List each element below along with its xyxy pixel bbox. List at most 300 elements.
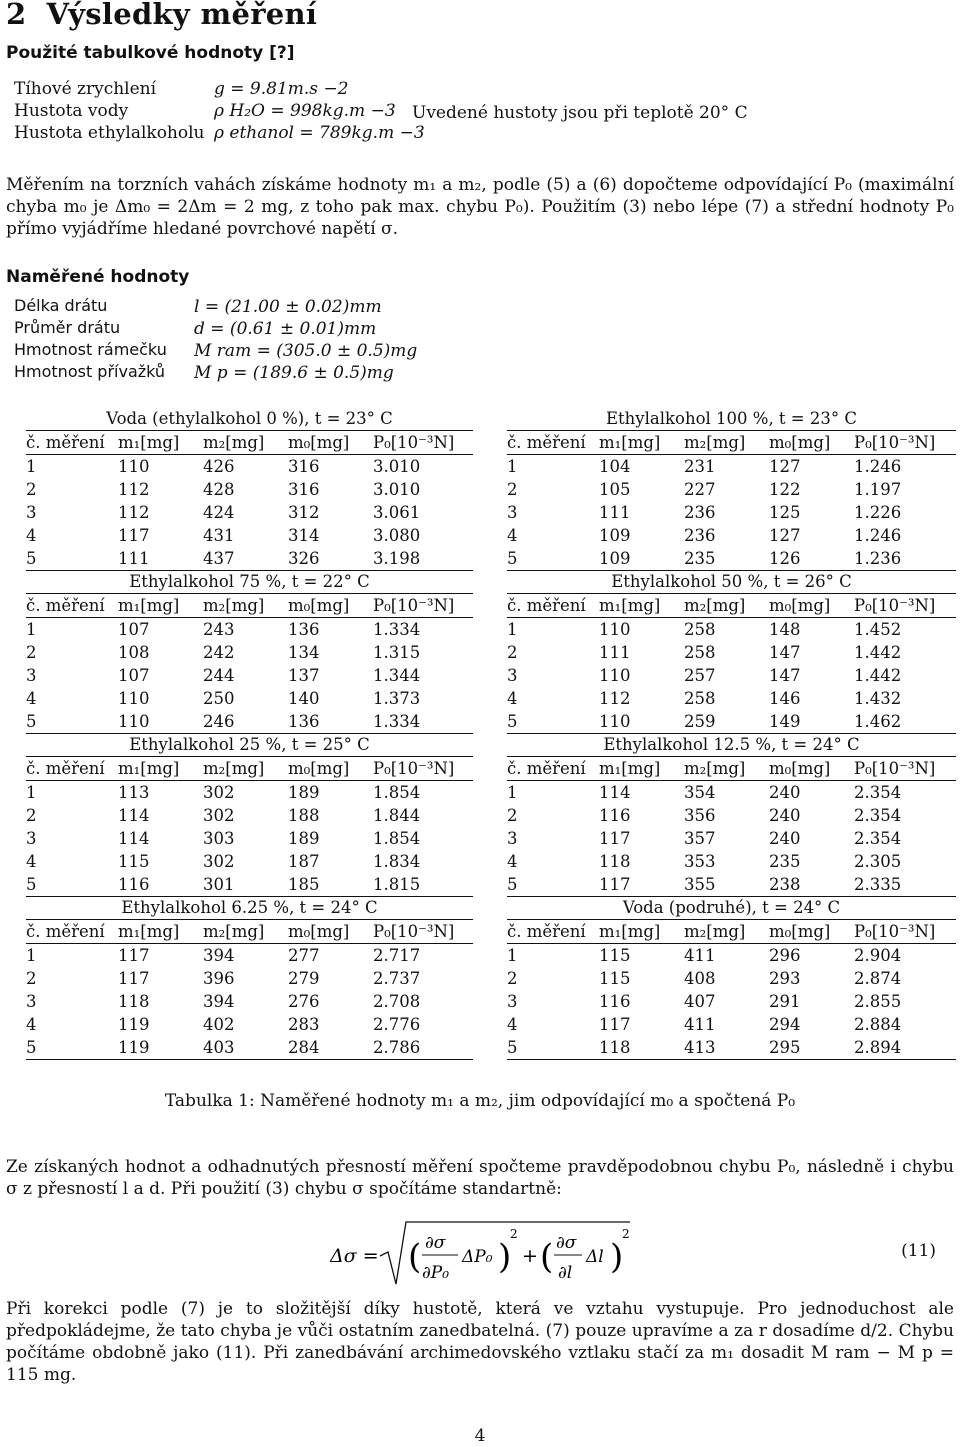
table-cell: 1.246 xyxy=(854,525,902,545)
measurement-table-block xyxy=(507,571,956,734)
column-header: m₂[mg] xyxy=(203,757,288,781)
table-cell: 115 xyxy=(599,968,631,988)
table-cell: 147 xyxy=(769,665,801,685)
table-cell: 279 xyxy=(288,968,320,988)
table-cell: 301 xyxy=(203,873,288,897)
table-cell: 1.452 xyxy=(854,619,902,639)
measured-row xyxy=(14,318,417,340)
table-cell: 394 xyxy=(203,991,235,1011)
table-cell: 126 xyxy=(769,547,854,571)
table-cell: 312 xyxy=(288,502,320,522)
column-header: P₀[10⁻³N] xyxy=(854,757,956,781)
constant-value: g = 9.81m.s −2 xyxy=(214,79,349,99)
table-cell: 1.432 xyxy=(854,688,902,708)
table-cell: 2 xyxy=(507,805,518,825)
column-header: m₂[mg] xyxy=(203,431,288,455)
table-cell: 2 xyxy=(26,968,37,988)
measurement-table xyxy=(26,430,473,571)
constant-row xyxy=(14,122,425,144)
column-header: P₀[10⁻³N] xyxy=(373,431,473,455)
table-row xyxy=(507,455,956,479)
partial-sigma-2: ∂σ xyxy=(556,1233,577,1253)
table-row xyxy=(507,547,956,571)
column-header: m₀[mg] xyxy=(288,431,373,455)
column-header: m₀[mg] xyxy=(769,920,854,944)
column-header: m₁[mg] xyxy=(114,920,203,944)
column-header: m₁[mg] xyxy=(595,431,684,455)
table-cell: 105 xyxy=(599,479,631,499)
table-cell: 2.884 xyxy=(854,1014,902,1034)
exponent-2: 2 xyxy=(510,1227,518,1241)
constant-value: ρ ethanol = 789kg.m −3 xyxy=(214,123,425,144)
table-cell: 1 xyxy=(26,619,37,639)
table-header-row xyxy=(26,594,473,618)
table-cell: 353 xyxy=(684,851,716,871)
column-header: P₀[10⁻³N] xyxy=(373,757,473,781)
table-cell: 240 xyxy=(769,828,801,848)
table-cell: 116 xyxy=(599,805,631,825)
column-header: m₀[mg] xyxy=(769,594,854,618)
table-cell: 117 xyxy=(118,525,150,545)
table-cell: 117 xyxy=(118,945,150,965)
paren-close-2: ) xyxy=(610,1237,624,1277)
table-cell: 1.197 xyxy=(854,479,902,499)
table-cell: 112 xyxy=(118,479,150,499)
constant-label: Tíhové zrychlení xyxy=(14,79,157,99)
table-row xyxy=(26,990,473,1013)
measured-label: Délka drátu xyxy=(14,296,108,315)
measurement-table-block xyxy=(26,897,473,1060)
table-cell: 148 xyxy=(769,619,801,639)
table-cell: 259 xyxy=(684,710,769,734)
constants-note: Uvedené hustoty jsou při teplotě 20° C xyxy=(412,103,748,123)
table-cell: 1 xyxy=(26,782,37,802)
table-cell: 231 xyxy=(684,456,716,476)
table-cell: 108 xyxy=(118,642,150,662)
table-row xyxy=(26,618,473,642)
measurement-table xyxy=(26,593,473,734)
column-header: m₀[mg] xyxy=(769,757,854,781)
paren-open-2: ( xyxy=(540,1237,554,1277)
table-row xyxy=(507,478,956,501)
table-row xyxy=(26,664,473,687)
table-row xyxy=(507,710,956,734)
table-cell: 117 xyxy=(599,828,631,848)
table-cell: 118 xyxy=(595,1036,684,1060)
table-cell: 147 xyxy=(769,642,801,662)
column-header: P₀[10⁻³N] xyxy=(854,920,956,944)
table-cell: 3 xyxy=(507,502,518,522)
measurement-table-block xyxy=(507,408,956,571)
column-header: č. měření xyxy=(26,594,114,618)
page-number: 4 xyxy=(474,1426,486,1446)
table-cell: 109 xyxy=(595,547,684,571)
measurement-table xyxy=(26,756,473,897)
table-cell: 5 xyxy=(26,1036,114,1060)
table-block-title: Voda (podruhé), t = 24° C xyxy=(622,898,841,917)
table-cell: 127 xyxy=(769,525,801,545)
table-cell: 107 xyxy=(118,619,150,639)
table-row xyxy=(26,710,473,734)
table-row xyxy=(507,687,956,710)
measurement-table-block xyxy=(26,408,473,571)
table-cell: 296 xyxy=(769,945,801,965)
table-cell: 316 xyxy=(288,456,320,476)
measured-value: M p = (189.6 ± 0.5)mg xyxy=(194,363,394,384)
table-cell: 355 xyxy=(684,873,769,897)
table-cell: 314 xyxy=(288,525,320,545)
table-row xyxy=(507,967,956,990)
section-number: 2 xyxy=(6,0,27,31)
table-cell: 411 xyxy=(684,945,716,965)
table-cell: 119 xyxy=(114,1036,203,1060)
table-cell: 5 xyxy=(26,547,114,571)
table-row xyxy=(26,781,473,805)
section-title-text: Výsledky měření xyxy=(46,0,318,31)
table-cell: 115 xyxy=(118,851,150,871)
table-cell: 4 xyxy=(507,1014,518,1034)
table-cell: 2 xyxy=(507,968,518,988)
table-cell: 5 xyxy=(26,710,114,734)
table-cell: 326 xyxy=(288,547,373,571)
table-cell: 107 xyxy=(118,665,150,685)
table-cell: 1.334 xyxy=(373,710,473,734)
measured-value: l = (21.00 ± 0.02)mm xyxy=(194,297,382,317)
table-cell: 277 xyxy=(288,945,320,965)
table-row xyxy=(507,501,956,524)
partial-l: ∂l xyxy=(558,1263,573,1283)
table-block-title: Voda (ethylalkohol 0 %), t = 23° C xyxy=(106,409,393,428)
table-cell: 258 xyxy=(684,688,716,708)
table-cell: 2.354 xyxy=(854,828,902,848)
table-cell: 113 xyxy=(118,782,150,802)
table-cell: 188 xyxy=(288,805,320,825)
column-header: P₀[10⁻³N] xyxy=(854,594,956,618)
table-cell: 235 xyxy=(769,851,801,871)
intro-paragraph: Měřením na torzních vahách získáme hodnoty m₁ a m₂, podle (5) a (6) dopočteme odpovídající P₀ (maximální chyba m₀ je Δm₀ = 2Δm = 2 mg, z toho pak max. chybu P₀). Použitím (3) nebo lépe (7) a střední hodnoty P₀ přímo vyjádříme hledané povrchové napětí σ. xyxy=(6,175,954,239)
table-row xyxy=(26,804,473,827)
measurement-table-block xyxy=(26,734,473,897)
column-header: m₁[mg] xyxy=(595,594,684,618)
table-cell: 111 xyxy=(114,547,203,571)
table-cell: 2.737 xyxy=(373,968,421,988)
table-row xyxy=(507,1013,956,1036)
table-cell: 104 xyxy=(599,456,631,476)
plus-sign: + xyxy=(522,1245,538,1267)
table-cell: 3 xyxy=(26,991,37,1011)
table-cell: 243 xyxy=(203,619,235,639)
table-cell: 238 xyxy=(769,873,854,897)
table-row xyxy=(26,501,473,524)
table-cell: 1.373 xyxy=(373,688,421,708)
table-cell: 5 xyxy=(26,873,114,897)
measurement-table xyxy=(507,756,956,897)
table-cell: 110 xyxy=(118,688,150,708)
constant-row xyxy=(14,100,425,122)
table-cell: 110 xyxy=(114,710,203,734)
table-cell: 1 xyxy=(507,456,518,476)
table-cell: 3.010 xyxy=(373,456,421,476)
constant-row xyxy=(14,78,425,100)
table-cell: 236 xyxy=(684,502,716,522)
measured-row xyxy=(14,362,417,384)
table-cell: 294 xyxy=(769,1014,801,1034)
table-cell: 2.708 xyxy=(373,991,421,1011)
table-cell: 112 xyxy=(599,688,631,708)
table-cell: 136 xyxy=(288,710,373,734)
table-cell: 1 xyxy=(507,782,518,802)
table-cell: 3.010 xyxy=(373,479,421,499)
table-cell: 2 xyxy=(26,805,37,825)
table-header-row xyxy=(26,920,473,944)
table-cell: 356 xyxy=(684,805,716,825)
table-row xyxy=(26,455,473,479)
table-cell: 119 xyxy=(118,1014,150,1034)
table-cell: 4 xyxy=(26,525,37,545)
table-row xyxy=(507,781,956,805)
constant-label: Hustota vody xyxy=(14,101,129,122)
table-row xyxy=(26,687,473,710)
table-cell: 293 xyxy=(769,968,801,988)
table-cell: 357 xyxy=(684,828,716,848)
table-cell: 283 xyxy=(288,1014,320,1034)
table-cell: 235 xyxy=(684,547,769,571)
table-cell: 112 xyxy=(118,502,150,522)
table-cell: 302 xyxy=(203,782,235,802)
table-cell: 136 xyxy=(288,619,320,639)
delta-l: Δl xyxy=(586,1247,604,1267)
column-header: m₂[mg] xyxy=(684,920,769,944)
table-cell: 146 xyxy=(769,688,801,708)
table-caption: Tabulka 1: Naměřené hodnoty m₁ a m₂, jim odpovídající m₀ a spočtená P₀ xyxy=(164,1091,796,1111)
measured-row xyxy=(14,340,417,362)
table-block-title: Ethylalkohol 12.5 %, t = 24° C xyxy=(603,735,860,754)
measured-label: Průměr drátu xyxy=(14,318,121,338)
table-cell: 302 xyxy=(203,851,235,871)
measured-label: Hmotnost rámečku xyxy=(14,340,167,360)
table-cell: 396 xyxy=(203,968,235,988)
table-cell: 110 xyxy=(595,710,684,734)
delta-p0: ΔP₀ xyxy=(462,1247,493,1267)
column-header: m₂[mg] xyxy=(684,431,769,455)
table-cell: 2.894 xyxy=(854,1036,956,1060)
table-cell: 407 xyxy=(684,991,716,1011)
table-cell: 246 xyxy=(203,710,288,734)
table-cell: 257 xyxy=(684,665,716,685)
table-cell: 1.344 xyxy=(373,665,421,685)
column-header: m₂[mg] xyxy=(684,594,769,618)
table-cell: 303 xyxy=(203,828,235,848)
table-cell: 5 xyxy=(507,873,595,897)
table-row xyxy=(507,641,956,664)
measurement-table xyxy=(507,430,956,571)
table-cell: 2 xyxy=(26,642,37,662)
table-cell: 117 xyxy=(118,968,150,988)
constant-value: ρ H₂O = 998kg.m −3 xyxy=(214,101,396,122)
table-cell: 4 xyxy=(507,688,518,708)
exponent-2b: 2 xyxy=(622,1227,630,1241)
table-cell: 236 xyxy=(684,525,716,545)
table-cell: 111 xyxy=(599,502,631,522)
table-cell: 3 xyxy=(507,991,518,1011)
table-cell: 3 xyxy=(507,828,518,848)
table-cell: 122 xyxy=(769,479,801,499)
table-cell: 258 xyxy=(684,619,716,639)
table-cell: 3 xyxy=(26,828,37,848)
column-header: m₁[mg] xyxy=(595,757,684,781)
table-cell: 244 xyxy=(203,665,235,685)
table-cell: 5 xyxy=(507,547,595,571)
table-cell: 116 xyxy=(114,873,203,897)
table-header-row xyxy=(26,431,473,455)
error-formula xyxy=(330,1218,750,1294)
table-cell: 2.354 xyxy=(854,805,902,825)
table-cell: 242 xyxy=(203,642,235,662)
table-row xyxy=(26,641,473,664)
table-cell: 3 xyxy=(26,502,37,522)
table-row xyxy=(507,804,956,827)
table-cell: 4 xyxy=(26,1014,37,1034)
table-cell: 1.854 xyxy=(373,782,421,802)
table-row xyxy=(507,664,956,687)
table-row xyxy=(26,478,473,501)
table-cell: 185 xyxy=(288,873,373,897)
measurement-table xyxy=(507,593,956,734)
column-header: č. měření xyxy=(507,431,595,455)
table-cell: 2 xyxy=(507,479,518,499)
table-cell: 2.904 xyxy=(854,945,902,965)
table-cell: 4 xyxy=(26,851,37,871)
table-cell: 114 xyxy=(599,782,631,802)
table-row xyxy=(26,873,473,897)
table-cell: 1.834 xyxy=(373,851,421,871)
table-cell: 2 xyxy=(26,479,37,499)
table-cell: 2.717 xyxy=(373,945,421,965)
table-cell: 118 xyxy=(118,991,150,1011)
column-header: P₀[10⁻³N] xyxy=(854,431,956,455)
measured-heading: Naměřené hodnoty xyxy=(6,267,190,287)
table-cell: 413 xyxy=(684,1036,769,1060)
column-header: m₂[mg] xyxy=(684,757,769,781)
table-cell: 1 xyxy=(26,456,37,476)
table-cell: 295 xyxy=(769,1036,854,1060)
table-cell: 402 xyxy=(203,1014,235,1034)
table-row xyxy=(507,944,956,968)
table-cell: 187 xyxy=(288,851,320,871)
table-cell: 1.442 xyxy=(854,642,902,662)
column-header: č. měření xyxy=(26,757,114,781)
table-cell: 3.080 xyxy=(373,525,421,545)
table-header-row xyxy=(507,431,956,455)
column-header: P₀[10⁻³N] xyxy=(373,594,473,618)
table-cell: 408 xyxy=(684,968,716,988)
formula-lhs: Δσ = xyxy=(330,1245,379,1267)
table-cell: 2.776 xyxy=(373,1014,421,1034)
table-cell: 428 xyxy=(203,479,235,499)
table-cell: 134 xyxy=(288,642,320,662)
table-cell: 1.462 xyxy=(854,710,956,734)
left-tables-column xyxy=(26,408,473,1060)
table-row xyxy=(26,547,473,571)
table-cell: 426 xyxy=(203,456,235,476)
table-cell: 1.315 xyxy=(373,642,421,662)
table-cell: 276 xyxy=(288,991,320,1011)
table-cell: 5 xyxy=(507,710,595,734)
table-cell: 1 xyxy=(26,945,37,965)
table-cell: 240 xyxy=(769,782,801,802)
table-cell: 227 xyxy=(684,479,716,499)
column-header: m₀[mg] xyxy=(769,431,854,455)
measured-value: M ram = (305.0 ± 0.5)mg xyxy=(194,341,418,362)
paren-close: ) xyxy=(498,1237,512,1277)
table-row xyxy=(507,990,956,1013)
table-cell: 258 xyxy=(684,642,716,662)
table-cell: 3.198 xyxy=(373,547,473,571)
table-row xyxy=(507,1036,956,1060)
table-cell: 4 xyxy=(507,525,518,545)
table-block-title: Ethylalkohol 100 %, t = 23° C xyxy=(606,409,857,428)
table-cell: 114 xyxy=(118,828,150,848)
table-cell: 110 xyxy=(118,456,150,476)
column-header: P₀[10⁻³N] xyxy=(373,920,473,944)
measured-value: d = (0.61 ± 0.01)mm xyxy=(194,319,377,340)
table-cell: 437 xyxy=(203,547,288,571)
table-cell: 1.854 xyxy=(373,828,421,848)
column-header: m₁[mg] xyxy=(114,594,203,618)
column-header: m₁[mg] xyxy=(114,757,203,781)
table-cell: 115 xyxy=(599,945,631,965)
measurement-table-block xyxy=(507,897,956,1060)
constants-table xyxy=(14,78,425,144)
measured-label: Hmotnost přívažků xyxy=(14,362,166,382)
formula-number: (11) xyxy=(901,1241,936,1261)
table-row xyxy=(26,1013,473,1036)
table-row xyxy=(507,850,956,873)
table-cell: 1 xyxy=(507,619,518,639)
table-cell: 424 xyxy=(203,502,235,522)
table-row xyxy=(26,967,473,990)
measurement-table-block xyxy=(507,734,956,897)
right-tables-column xyxy=(507,408,956,1060)
table-cell: 118 xyxy=(599,851,631,871)
table-cell: 125 xyxy=(769,502,801,522)
table-cell: 117 xyxy=(595,873,684,897)
column-header: m₂[mg] xyxy=(203,920,288,944)
column-header: m₁[mg] xyxy=(595,920,684,944)
table-cell: 5 xyxy=(507,1036,595,1060)
table-cell: 1.236 xyxy=(854,547,956,571)
error-paragraph: Ze získaných hodnot a odhadnutých přesností měření spočteme pravděpodobnou chybu P₀, následně i chybu σ z přesností l a d. Při použití (3) chybu σ spočítáme standartně: xyxy=(6,1157,954,1199)
column-header: č. měření xyxy=(507,920,595,944)
column-header: č. měření xyxy=(507,757,595,781)
table-cell: 149 xyxy=(769,710,854,734)
table-cell: 2.786 xyxy=(373,1036,473,1060)
table-cell: 109 xyxy=(599,525,631,545)
column-header: m₁[mg] xyxy=(114,431,203,455)
table-cell: 3.061 xyxy=(373,502,421,522)
table-cell: 394 xyxy=(203,945,235,965)
table-cell: 316 xyxy=(288,479,320,499)
section-title xyxy=(6,0,317,34)
table-cell: 1.246 xyxy=(854,456,902,476)
table-cell: 116 xyxy=(599,991,631,1011)
table-row xyxy=(507,524,956,547)
table-cell: 291 xyxy=(769,991,801,1011)
table-cell: 110 xyxy=(599,665,631,685)
constant-label: Hustota ethylalkoholu xyxy=(14,123,205,144)
table-cell: 1.334 xyxy=(373,619,421,639)
table-cell: 1 xyxy=(507,945,518,965)
